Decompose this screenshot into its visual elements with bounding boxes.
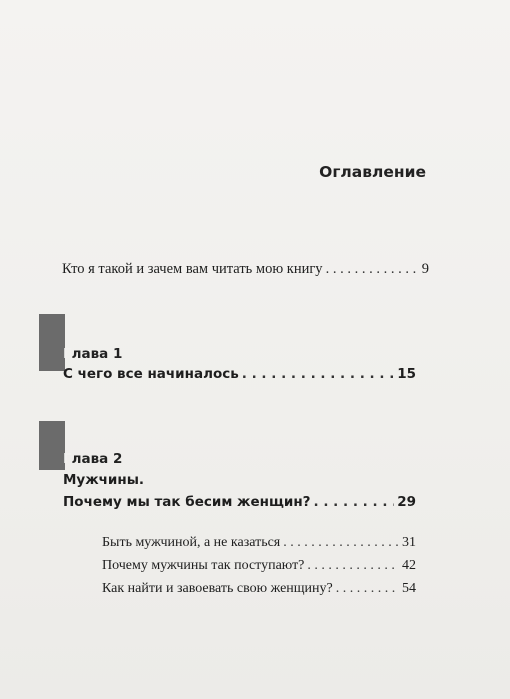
toc-entry-title: Почему мы так бесим женщин?: [63, 494, 311, 510]
chapter-1-label: [63, 346, 122, 362]
toc-heading: Оглавление: [319, 163, 426, 181]
toc-entry-section: [102, 558, 416, 574]
chapter-label-initial: Г: [63, 346, 72, 362]
toc-entry-intro: [62, 261, 429, 278]
toc-entry-section: [102, 581, 416, 597]
toc-entry-page: 9: [421, 261, 429, 277]
chapter-2-label: [63, 451, 122, 467]
toc-entry-page: 15: [397, 366, 416, 382]
toc-entry-page: 42: [402, 558, 416, 573]
toc-entry-title: Как найти и завоевать свою женщину?: [102, 581, 333, 596]
chapter-label-rest: лава 2: [71, 451, 123, 467]
chapter-2-marker: [39, 421, 65, 470]
chapter-2-title-line: Мужчины.: [63, 472, 145, 488]
toc-entry-page: 31: [402, 535, 416, 550]
toc-entry-page: 54: [402, 581, 416, 596]
toc-entry-title: Почему мужчины так поступают?: [102, 558, 305, 573]
dot-leader: [242, 366, 394, 382]
toc-entry-title: Кто я такой и зачем вам читать мою книгу: [62, 261, 323, 277]
dot-leader: [307, 558, 399, 574]
toc-entry-title: Быть мужчиной, а не казаться: [102, 535, 281, 550]
toc-entry-title: С чего все начиналось: [63, 366, 239, 382]
chapter-1-marker: [39, 314, 65, 371]
dot-leader: [326, 261, 419, 278]
toc-entry-page: 29: [397, 494, 416, 510]
dot-leader: [283, 535, 399, 551]
toc-entry-section: [102, 535, 416, 551]
dot-leader: [314, 494, 395, 510]
dot-leader: [336, 581, 399, 597]
chapter-label-rest: лава 1: [71, 346, 123, 362]
toc-entry-chapter-1: [63, 366, 416, 382]
toc-entry-chapter-2: [63, 494, 416, 510]
chapter-label-initial: Г: [63, 451, 72, 467]
